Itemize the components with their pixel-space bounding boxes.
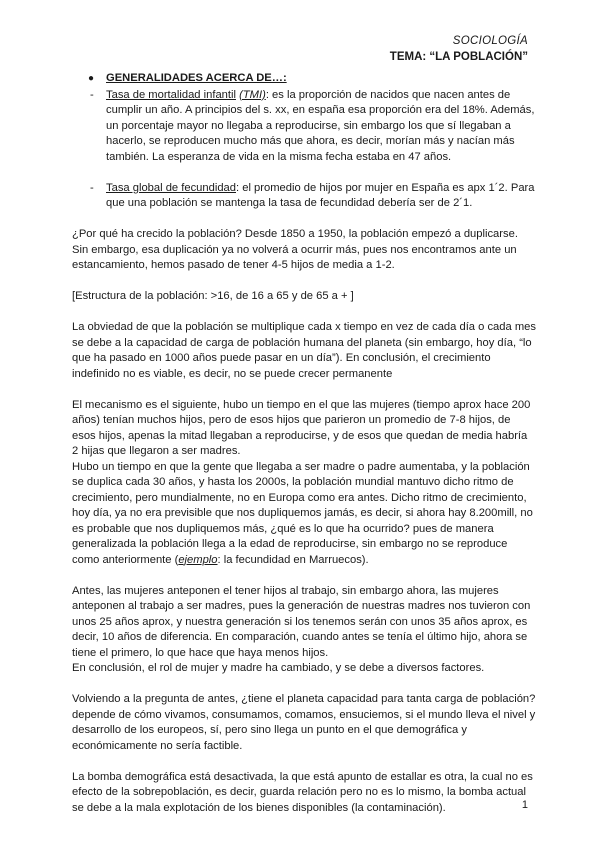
paragraph-estructura: [Estructura de la población: >16, de 16 a 65 y de 65 a + ]: [72, 290, 354, 302]
paragraph-conclusion: En conclusión, el rol de mujer y madre ha cambiado, y se debe a diversos factores.: [72, 662, 485, 674]
paragraph-duplicacion-text: Hubo un tiempo en que la gente que llegaba a ser madre o padre aumentaba, y la población se duplica cada 30 años, y hasta los 2000s, la población mundial mantuvo dicho ritmo de crecimiento, pero mundialmente, no en Europa como era antes. Dicho ritmo de crecimiento, hoy día, ya no era previsible que nos dupliquemos jamás, es decir, si ahora hay 8.200mill, no es probable que nos dupliquemos más, ¿qué es lo que ha ocurrido? pues de manera generalizada la población llega a la edad de reproducirse, sin embargo no se reproduce como anteriormente (: [72, 460, 533, 566]
paragraph-bomba: La bomba demográfica está desactivada, la que está apunto de estallar es otra, la cual no es efecto de la sobrepoblación, es decir, guarda relación pero no es lo mismo, la bomba actual se debe a la mala explotación de los bienes disponibles (la contaminación).: [72, 770, 533, 814]
dash-icon: -: [90, 88, 94, 101]
document-body: [72, 71, 536, 816]
text-fecundidad: : el promedio de hijos por mujer en España es apx 1´2. Para que una población se mantenga la tasa de fecundidad debería ser de 2´1.: [106, 181, 535, 209]
paragraph-duplicacion: [72, 460, 536, 569]
page-number: 1: [521, 799, 528, 811]
section-heading: [72, 71, 536, 87]
bullet-icon: ●: [88, 73, 95, 84]
ejemplo-label: ejemplo: [178, 553, 218, 566]
paragraph-crecimiento: ¿Por qué ha crecido la población? Desde 1850 a 1950, la población empezó a duplicarse. Sin embargo, esa duplicación ya no volverá a ocurrir más, pues nos encontramos ante un estancamiento, hemos pasado de tener 4-5 hijos de media a 1-2.: [72, 228, 518, 271]
list-item-fecundidad: [72, 181, 536, 212]
term-mortalidad: Tasa de mortalidad infantil: [106, 88, 236, 101]
paragraph-duplicacion-end: : la fecundidad en Marruecos).: [217, 553, 369, 566]
paragraph-obviedad: La obviedad de que la población se multiplique cada x tiempo en vez de cada día o cada mes se debe a la capacidad de carga de población humana del planeta (sin embargo, hoy día, “lo que ha pasado en 1000 años puede pasar en un día”). En conclusión, el crecimiento indefinido no es viable, es decir, no se puede crecer permanente: [72, 321, 536, 380]
header-tema: TEMA: “LA POBLACIÓN”: [389, 51, 528, 63]
paragraph-pregunta: Volviendo a la pregunta de antes, ¿tiene el planeta capacidad para tanta carga de población? depende de cómo vivamos, consumamos, comamos, ensuciemos, si el mundo lleva el nivel y desarrollo de los europeos, sí, pero sino llega un punto en el que demográfica y económicamente no sería factible.: [72, 693, 536, 752]
dash-icon: -: [90, 181, 94, 194]
term-fecundidad: Tasa global de fecundidad: [106, 181, 236, 194]
list-item-mortalidad: [72, 88, 536, 166]
paragraph-antes: Antes, las mujeres anteponen el tener hijos al trabajo, sin embargo ahora, las mujeres anteponen al trabajo a ser madres, pues la generación de nuestras madres nos tuvieron con unos 25 años aprox, y nuestra generación si los tenemos serán con unos 35 años aprox, es decir, 10 años de diferencia. En comparación, cuando antes se tenía el último hijo, ahora se tiene el primero, lo que hace que haya menos hijos.: [72, 584, 531, 659]
section-title: GENERALIDADES ACERCA DE…:: [106, 72, 287, 84]
abbr-tmi: (TMI): [239, 88, 266, 101]
header-subject: SOCIOLOGÍA: [452, 35, 528, 47]
paragraph-mecanismo: El mecanismo es el siguiente, hubo un tiempo en el que las mujeres (tiempo aprox hace 200 años) tenían muchos hijos, pero de esos hijos que parieron un promedio de 7-8 hijos, de esos hijos, apenas la mitad llegaban a reproducirse, y de esos que quedan de media habría 2 hijas que llegaron a ser madres.: [72, 398, 531, 457]
text-mortalidad: : es la proporción de nacidos que nacen antes de cumplir un año. A principios del s. xx, en españa esa proporción era del 18%. Además, un porcentaje mayor no llegaba a reproducirse, sin embargo los que sí llegaban a hacerlo, se reproducen mucho más que ahora, es decir, morían más y nacían más también. La esperanza de vida en la misma fecha estaba en 47 años.: [106, 88, 535, 163]
